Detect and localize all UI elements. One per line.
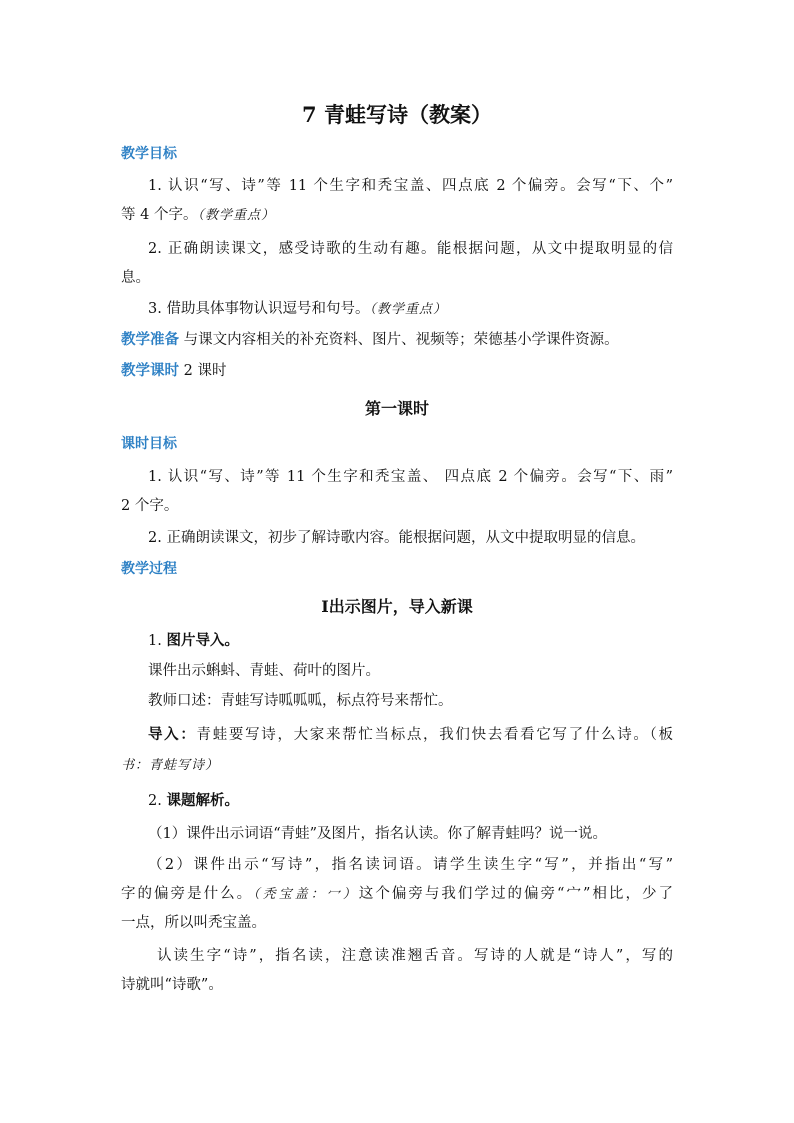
step-1-heading: 1. 图片导入。 <box>148 632 239 649</box>
teaching-process-heading: 教学过程 <box>121 561 177 577</box>
step-2-para-2-line-3: 一点，所以叫秃宝盖。 <box>121 915 266 931</box>
step-1-para-3-line-1: 导入：青蛙要写诗，大家来帮忙当标点，我们快去看看它写了什么诗。（板 <box>148 726 674 743</box>
goal-2-line-2: 息。 <box>121 270 150 286</box>
goal-2-line-1: 2. 正确朗读课文，感受诗歌的生动有趣。能根据问题，从文中提取明显的信 <box>148 241 673 257</box>
goal-1-line-2: 等 4 个字。（教学重点） <box>121 207 275 223</box>
goal-1-note: （教学重点） <box>197 208 275 223</box>
teaching-hours: 教学课时 2 课时 <box>121 362 227 379</box>
lesson-goals-heading: 课时目标 <box>121 436 177 452</box>
teaching-prep-heading: 教学准备 <box>121 331 179 348</box>
lesson-1-title: 第一课时 <box>364 399 429 418</box>
section-1-title: Ⅰ出示图片，导入新课 <box>321 597 473 616</box>
step-2-para-3-line-2: 诗就叫“诗歌”。 <box>121 977 223 993</box>
radical-note: （秃宝盖：冖） <box>253 887 359 902</box>
document-title: 7 青蛙写诗（教案） <box>302 102 492 127</box>
goal-3: 3. 借助具体事物认识逗号和句号。（教学重点） <box>148 301 447 317</box>
step-1-para-1: 课件出示蝌蚪、青蛙、荷叶的图片。 <box>148 663 380 679</box>
lesson-goal-1-line-2: 2 个字。 <box>121 498 179 514</box>
step-2-para-1: （1）课件出示词语“青蛙”及图片，指名认读。你了解青蛙吗？说一说。 <box>148 826 608 842</box>
lesson-goal-2: 2. 正确朗读课文，初步了解诗歌内容。能根据问题，从文中提取明显的信息。 <box>148 530 645 546</box>
step-1-para-2: 教师口述：青蛙写诗呱呱呱，标点符号来帮忙。 <box>148 693 453 709</box>
step-1-para-3-line-2: 书：青蛙写诗） <box>121 758 220 773</box>
step-2-para-3-line-1: 认读生字“诗”，指名读，注意读准翘舌音。写诗的人就是“诗人”，写的 <box>157 948 673 964</box>
step-2-para-2-line-1: （2）课件出示“写诗”，指名读词语。请学生读生字“写”，并指出“写” <box>148 857 673 873</box>
lesson-goal-1-line-1: 1. 认识“写、诗”等 11 个生字和秃宝盖、 四点底 2 个偏旁。会写“下、雨” <box>148 469 673 485</box>
goal-1-line-1: 1. 认识“写、诗”等 11 个生字和秃宝盖、四点底 2 个偏旁。会写“下、个” <box>148 178 673 194</box>
goal-3-note: （教学重点） <box>369 302 447 317</box>
step-2-heading: 2. 课题解析。 <box>148 792 239 809</box>
teaching-goals-heading: 教学目标 <box>121 146 177 162</box>
teaching-prep: 教学准备 与课文内容相关的补充资料、图片、视频等；荣德基小学课件资源。 <box>121 331 619 348</box>
teaching-hours-heading: 教学课时 <box>121 362 179 379</box>
step-2-para-2-line-2: 字的偏旁是什么。（秃宝盖：冖）这个偏旁与我们学过的偏旁“宀”相比，少了 <box>121 886 673 902</box>
